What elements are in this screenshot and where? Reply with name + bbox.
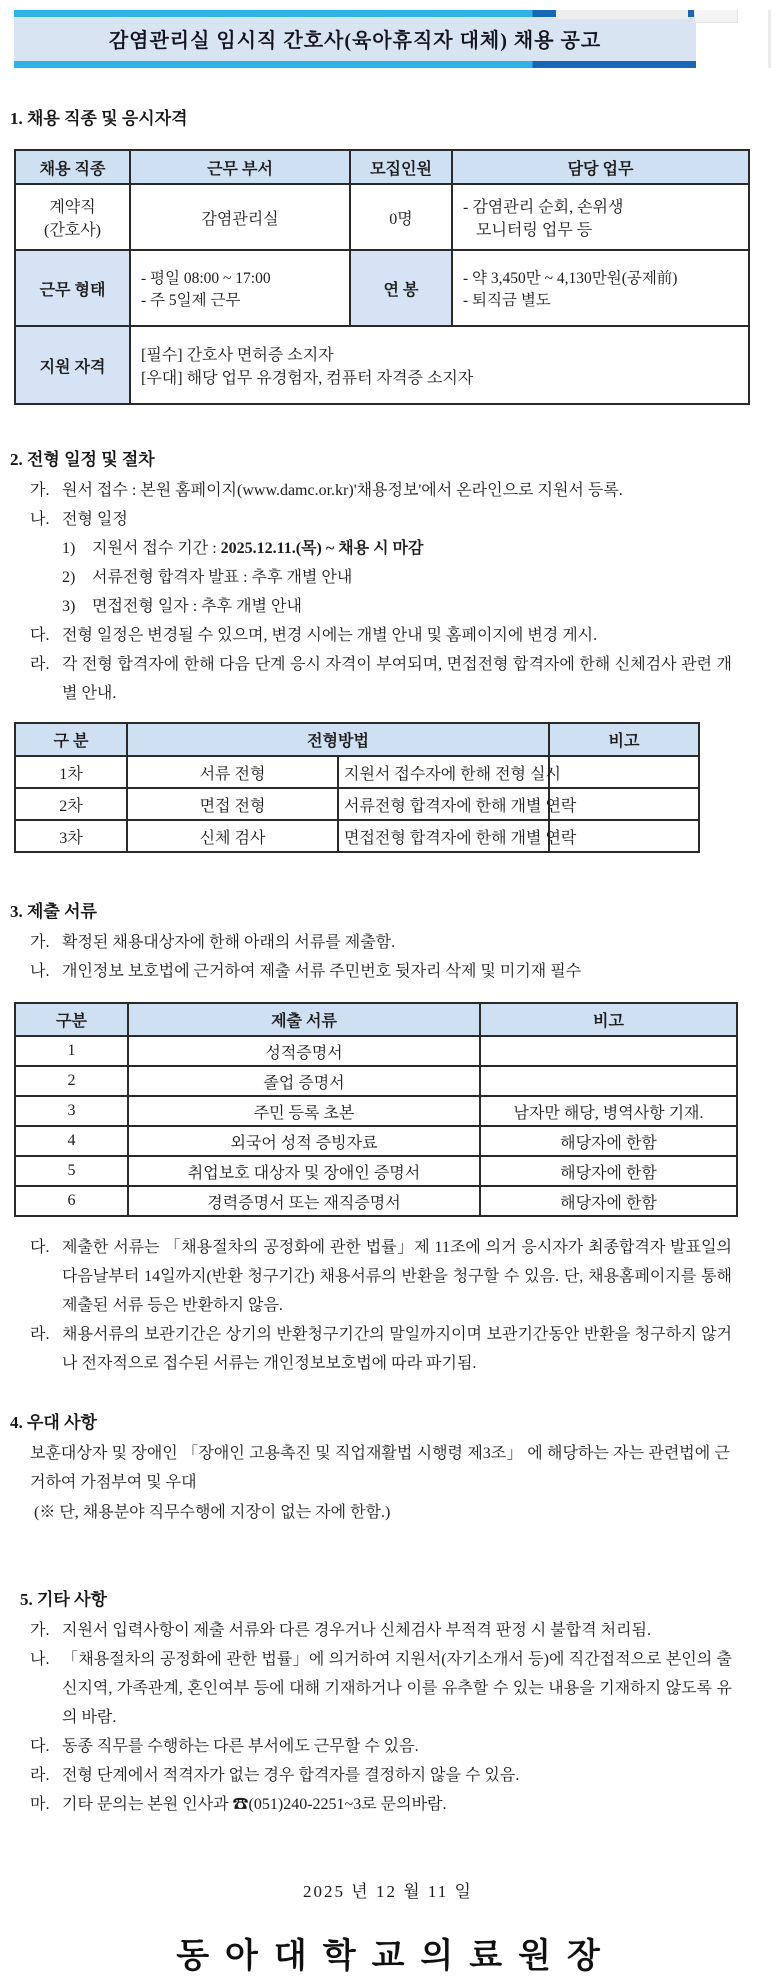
screenshot-artifact [556,10,688,19]
job-type-cell: 계약직 (간호사) [15,184,130,250]
deadline-text: 지원서 접수 기간 : [92,540,221,557]
table-row: 3차 신체 검사 면접전형 합격자에 한해 개별 연락 [15,820,699,852]
recruitment-info-table [14,149,750,405]
preference-text: 보훈대상자 및 장애인 「장애인 고용촉진 및 직업재활법 시행령 제3조」 에 해당하는 자는 관련법에 근거하여 가점부여 및 우대 [30,1445,730,1491]
list-item: 가. 지원서 입력사항이 제출 서류와 다른 경우거나 신체검사 부적격 판정 시 불합격 처리됨. [30,1616,732,1645]
required-documents-table [14,1002,738,1217]
list-item: 라. 각 전형 합격자에 한해 다음 단계 응시 자격이 부여되며, 면접전형 합격자에 한해 신체검사 관련 개별 안내. [30,650,732,708]
banner-bottom-bar [14,61,696,68]
table-row: 4 외국어 성적 증빙자료 해당자에 한함 [15,1126,737,1156]
issuer-signature: 동아대학교의료원장 [176,1938,616,1975]
section5-heading: 5. 기타 사항 [20,1590,107,1609]
table-row: 1 성적증명서 [15,1036,737,1066]
item-label: 라. [30,656,50,673]
table-row [15,250,749,326]
item-label: 나. [30,963,50,980]
salary-label: 연 봉 [350,250,452,326]
col-header: 근무 부서 [130,150,350,184]
list-item: 나. 개인정보 보호법에 근거하여 제출 서류 주민번호 뒷자리 삭제 및 미기재 필수 [30,957,732,986]
table-row: 5 취업보호 대상자 및 장애인 증명서 해당자에 한함 [15,1156,737,1186]
list-item [30,1790,732,1819]
col-header: 비고 [480,1003,737,1036]
table-row: 6 경력증명서 또는 재직증명서 해당자에 한함 [15,1186,737,1216]
table-row: 3 주민 등록 초본 남자만 해당, 병역사항 기재. [15,1096,737,1126]
list-item: 나. 「채용절차의 공정화에 관한 법률」에 의거하여 지원서(자기소개서 등)에 직간접적으로 본인의 출신지역, 가족관계, 혼인여부 등에 대해 기재하거나 이를 유추할 수 있는 내용을 기재하지 않도록 유의 바람. [30,1645,732,1732]
section1-heading: 1. 채용 직종 및 응시자격 [10,109,188,128]
work-type-label: 근무 형태 [15,250,130,326]
col-header: 구분 [15,1003,128,1036]
page-title: 감염관리실 임시직 간호사(육아휴직자 대체) 채용 공고 [14,17,696,61]
col-header: 전형방법 [127,723,549,756]
table-row [15,326,749,404]
col-header: 모집인원 [350,150,452,184]
list-item: 가. 확정된 채용대상자에 한해 아래의 서류를 제출함. [30,928,732,957]
salary-cell: - 약 3,450만 ~ 4,130만원(공제前) - 퇴직금 별도 [452,250,749,326]
list-item: 나. 전형 일정 [30,505,732,534]
col-header: 구 분 [15,723,127,756]
headcount-cell: 0명 [350,184,452,250]
list-subitem: 2) 서류전형 합격자 발표 : 추후 개별 안내 [62,563,732,592]
notice-date: 2025 년 12 월 11 일 [303,1882,473,1901]
preference-note: (※ 단, 채용분야 직무수행에 지장이 없는 자에 한함.) [34,1504,391,1521]
table-row: 1차 서류 전형 지원서 접수자에 한해 전형 실시 [15,756,699,788]
item-label: 1) [62,540,76,557]
table-row: 2 졸업 증명서 [15,1066,737,1096]
col-header: 채용 직종 [15,150,130,184]
list-subitem: 3) 면접전형 일자 : 추후 개별 안내 [62,592,732,621]
col-header: 비고 [549,723,699,756]
list-item: 다. 동종 직무를 수행하는 다른 부서에도 근무할 수 있음. [30,1732,732,1761]
item-label: 마. [30,1796,50,1813]
item-label: 가. [30,934,50,951]
deadline-date: 2025.12.11.(목) ~ 채용 시 마감 [220,540,424,557]
section3-heading: 3. 제출 서류 [10,902,97,921]
work-hours-cell: - 평일 08:00 ~ 17:00 - 주 5일제 근무 [130,250,350,326]
col-header: 담당 업무 [452,150,749,184]
screenshot-artifact [768,10,771,68]
screenshot-artifact [694,10,738,23]
table-header-row [15,150,749,184]
table-header-row [15,723,699,756]
item-label: 가. [30,1622,50,1639]
list-item: 가. 원서 접수 : 본원 홈페이지(www.damc.or.kr)'채용정보'에서 온라인으로 지원서 등록. [30,476,732,505]
list-subitem [62,534,732,563]
item-label: 다. [30,1239,50,1256]
section2-heading: 2. 전형 일정 및 절차 [10,450,155,469]
table-row: 2차 면접 전형 서류전형 합격자에 한해 개별 연락 [15,788,699,820]
selection-process-table [14,722,700,853]
item-label: 3) [62,598,76,615]
department-cell: 감염관리실 [130,184,350,250]
list-item: 라. 전형 단계에서 적격자가 없는 경우 합격자를 결정하지 않을 수 있음. [30,1761,732,1790]
item-label: 나. [30,1651,50,1668]
item-label: 다. [30,627,50,644]
col-header: 제출 서류 [128,1003,480,1036]
item-label: 라. [30,1326,50,1343]
section4-heading: 4. 우대 사항 [10,1413,97,1432]
qualification-cell: [필수] 간호사 면허증 소지자 [우대] 해당 업무 유경험자, 컴퓨터 자격증 소지자 [130,326,749,404]
table-row [15,184,749,250]
list-item: 다. 전형 일정은 변경될 수 있으며, 변경 시에는 개별 안내 및 홈페이지에 변경 게시. [30,621,732,650]
job-notice-document [0,10,776,1975]
contact-phone-text: 기타 문의는 본원 인사과 ☎(051)240-2251~3로 문의바람. [62,1796,447,1813]
item-label: 가. [30,482,50,499]
item-label: 나. [30,511,50,528]
item-label: 다. [30,1738,50,1755]
item-label: 라. [30,1767,50,1784]
qualification-label: 지원 자격 [15,326,130,404]
table-header-row [15,1003,737,1036]
duties-cell: - 감염관리 순회, 손위생 모니터링 업무 등 [452,184,749,250]
list-item: 다. 제출한 서류는 「채용절차의 공정화에 관한 법률」제 11조에 의거 응시자가 최종합격자 발표일의 다음날부터 14일까지(반환 청구기간) 채용서류의 반환을 청구할 수 있음. 단, 채용홈페이지를 통해 제출된 서류 등은 반환하지 않음. [30,1233,732,1320]
item-label: 2) [62,569,76,586]
list-item: 라. 채용서류의 보관기간은 상기의 반환청구기간의 말일까지이며 보관기간동안 반환을 청구하지 않거나 전자적으로 접수된 서류는 개인정보보호법에 따라 파기됨. [30,1320,732,1378]
